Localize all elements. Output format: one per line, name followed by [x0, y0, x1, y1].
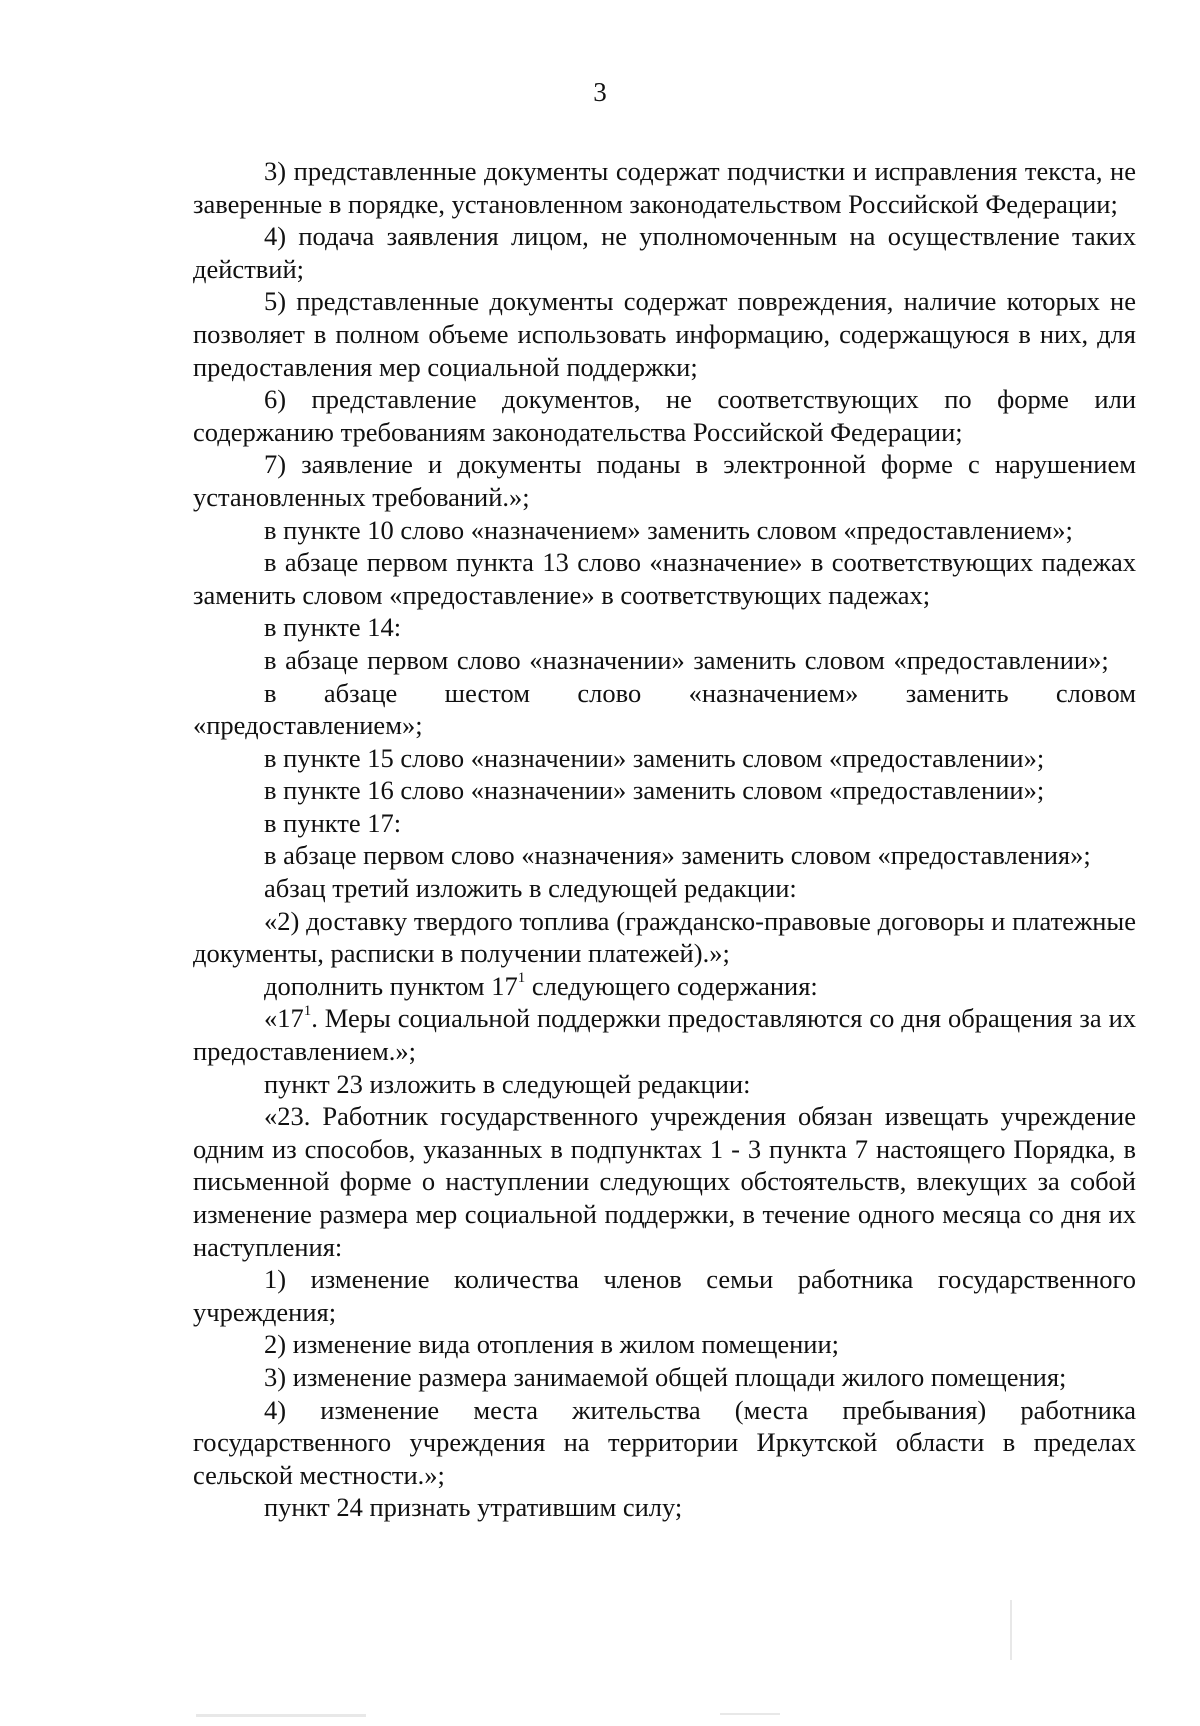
scan-artifact	[196, 1714, 366, 1717]
paragraph: 4) подача заявления лицом, не уполномоченным на осуществление таких действий;	[193, 221, 1136, 284]
paragraph: в абзаце первом слово «назначении» заменить словом «предоставлении»;	[264, 644, 1109, 675]
superscript: 1	[303, 1002, 312, 1019]
paragraph: «23. Работник государственного учреждения обязан извещать учреждение одним из способов, указанных в подпунктах 1 - 3 пункта 7 настоящего Порядка, в письменной форме о наступлении следующих обстоятельств, влекущих за собой изменение размера мер социальной поддержки, в течение одного месяца со дня их наступления:	[193, 1101, 1136, 1262]
paragraph: 3) изменение размера занимаемой общей площади жилого помещения;	[264, 1361, 1067, 1392]
paragraph: в пункте 10 слово «назначением» заменить словом «предоставлением»;	[264, 514, 1073, 545]
paragraph: в абзаце шестом слово «назначением» заменить словом «предоставлением»;	[193, 677, 1136, 741]
document-body	[193, 155, 1136, 1524]
paragraph-with-superscript	[193, 1002, 1136, 1067]
paragraph: в пункте 15 слово «назначении» заменить словом «предоставлении»;	[264, 742, 1045, 773]
paragraph: в пункте 17:	[264, 807, 402, 838]
paragraph: 7) заявление и документы поданы в электронной форме с нарушением установленных требований.»;	[193, 449, 1136, 512]
paragraph: 3) представленные документы содержат подчистки и исправления текста, не заверенные в порядке, установленном законодательством Российской Федерации;	[193, 156, 1136, 219]
paragraph: в абзаце первом пункта 13 слово «назначение» в соответствующих падежах заменить словом «предоставление» в соответствующих падежах;	[193, 547, 1136, 610]
paragraph: 6) представление документов, не соответствующих по форме или содержанию требованиям законодательства Российской Федерации;	[193, 384, 1136, 447]
paragraph: 4) изменение места жительства (места пребывания) работника государственного учреждения на территории Иркутской области в пределах сельской местности.»;	[193, 1394, 1136, 1490]
paragraph: 5) представленные документы содержат повреждения, наличие которых не позволяет в полном объеме использовать информацию, содержащуюся в них, для предоставления мер социальной поддержки;	[193, 286, 1136, 382]
page-number: 3	[593, 77, 607, 107]
paragraph-text: дополнить пунктом 17	[264, 970, 518, 1001]
paragraph: 2) изменение вида отопления в жилом помещении;	[264, 1329, 840, 1360]
paragraph: в пункте 14:	[264, 612, 402, 643]
scan-artifact	[1010, 1600, 1012, 1660]
paragraph-with-superscript	[193, 970, 1136, 1003]
scan-artifact	[720, 1713, 780, 1715]
paragraph: «2) доставку твердого топлива (гражданско-правовые договоры и платежные документы, расписки в получении платежей).»;	[193, 905, 1136, 969]
paragraph: пункт 23 изложить в следующей редакции:	[264, 1068, 751, 1099]
paragraph: в пункте 16 слово «назначении» заменить словом «предоставлении»;	[264, 775, 1045, 806]
paragraph: абзац третий изложить в следующей редакции:	[264, 873, 797, 904]
paragraph: пункт 24 признать утратившим силу;	[264, 1492, 683, 1523]
superscript: 1	[517, 970, 526, 987]
paragraph: 1) изменение количества членов семьи работника государственного учреждения;	[193, 1264, 1136, 1327]
paragraph-text: «17	[264, 1003, 304, 1034]
paragraph-text: . Меры социальной поддержки предоставляются со дня обращения за их предоставлением.»;	[193, 1003, 1136, 1067]
paragraph-text: следующего содержания:	[525, 970, 818, 1001]
paragraph: в абзаце первом слово «назначения» заменить словом «предоставления»;	[264, 840, 1091, 871]
